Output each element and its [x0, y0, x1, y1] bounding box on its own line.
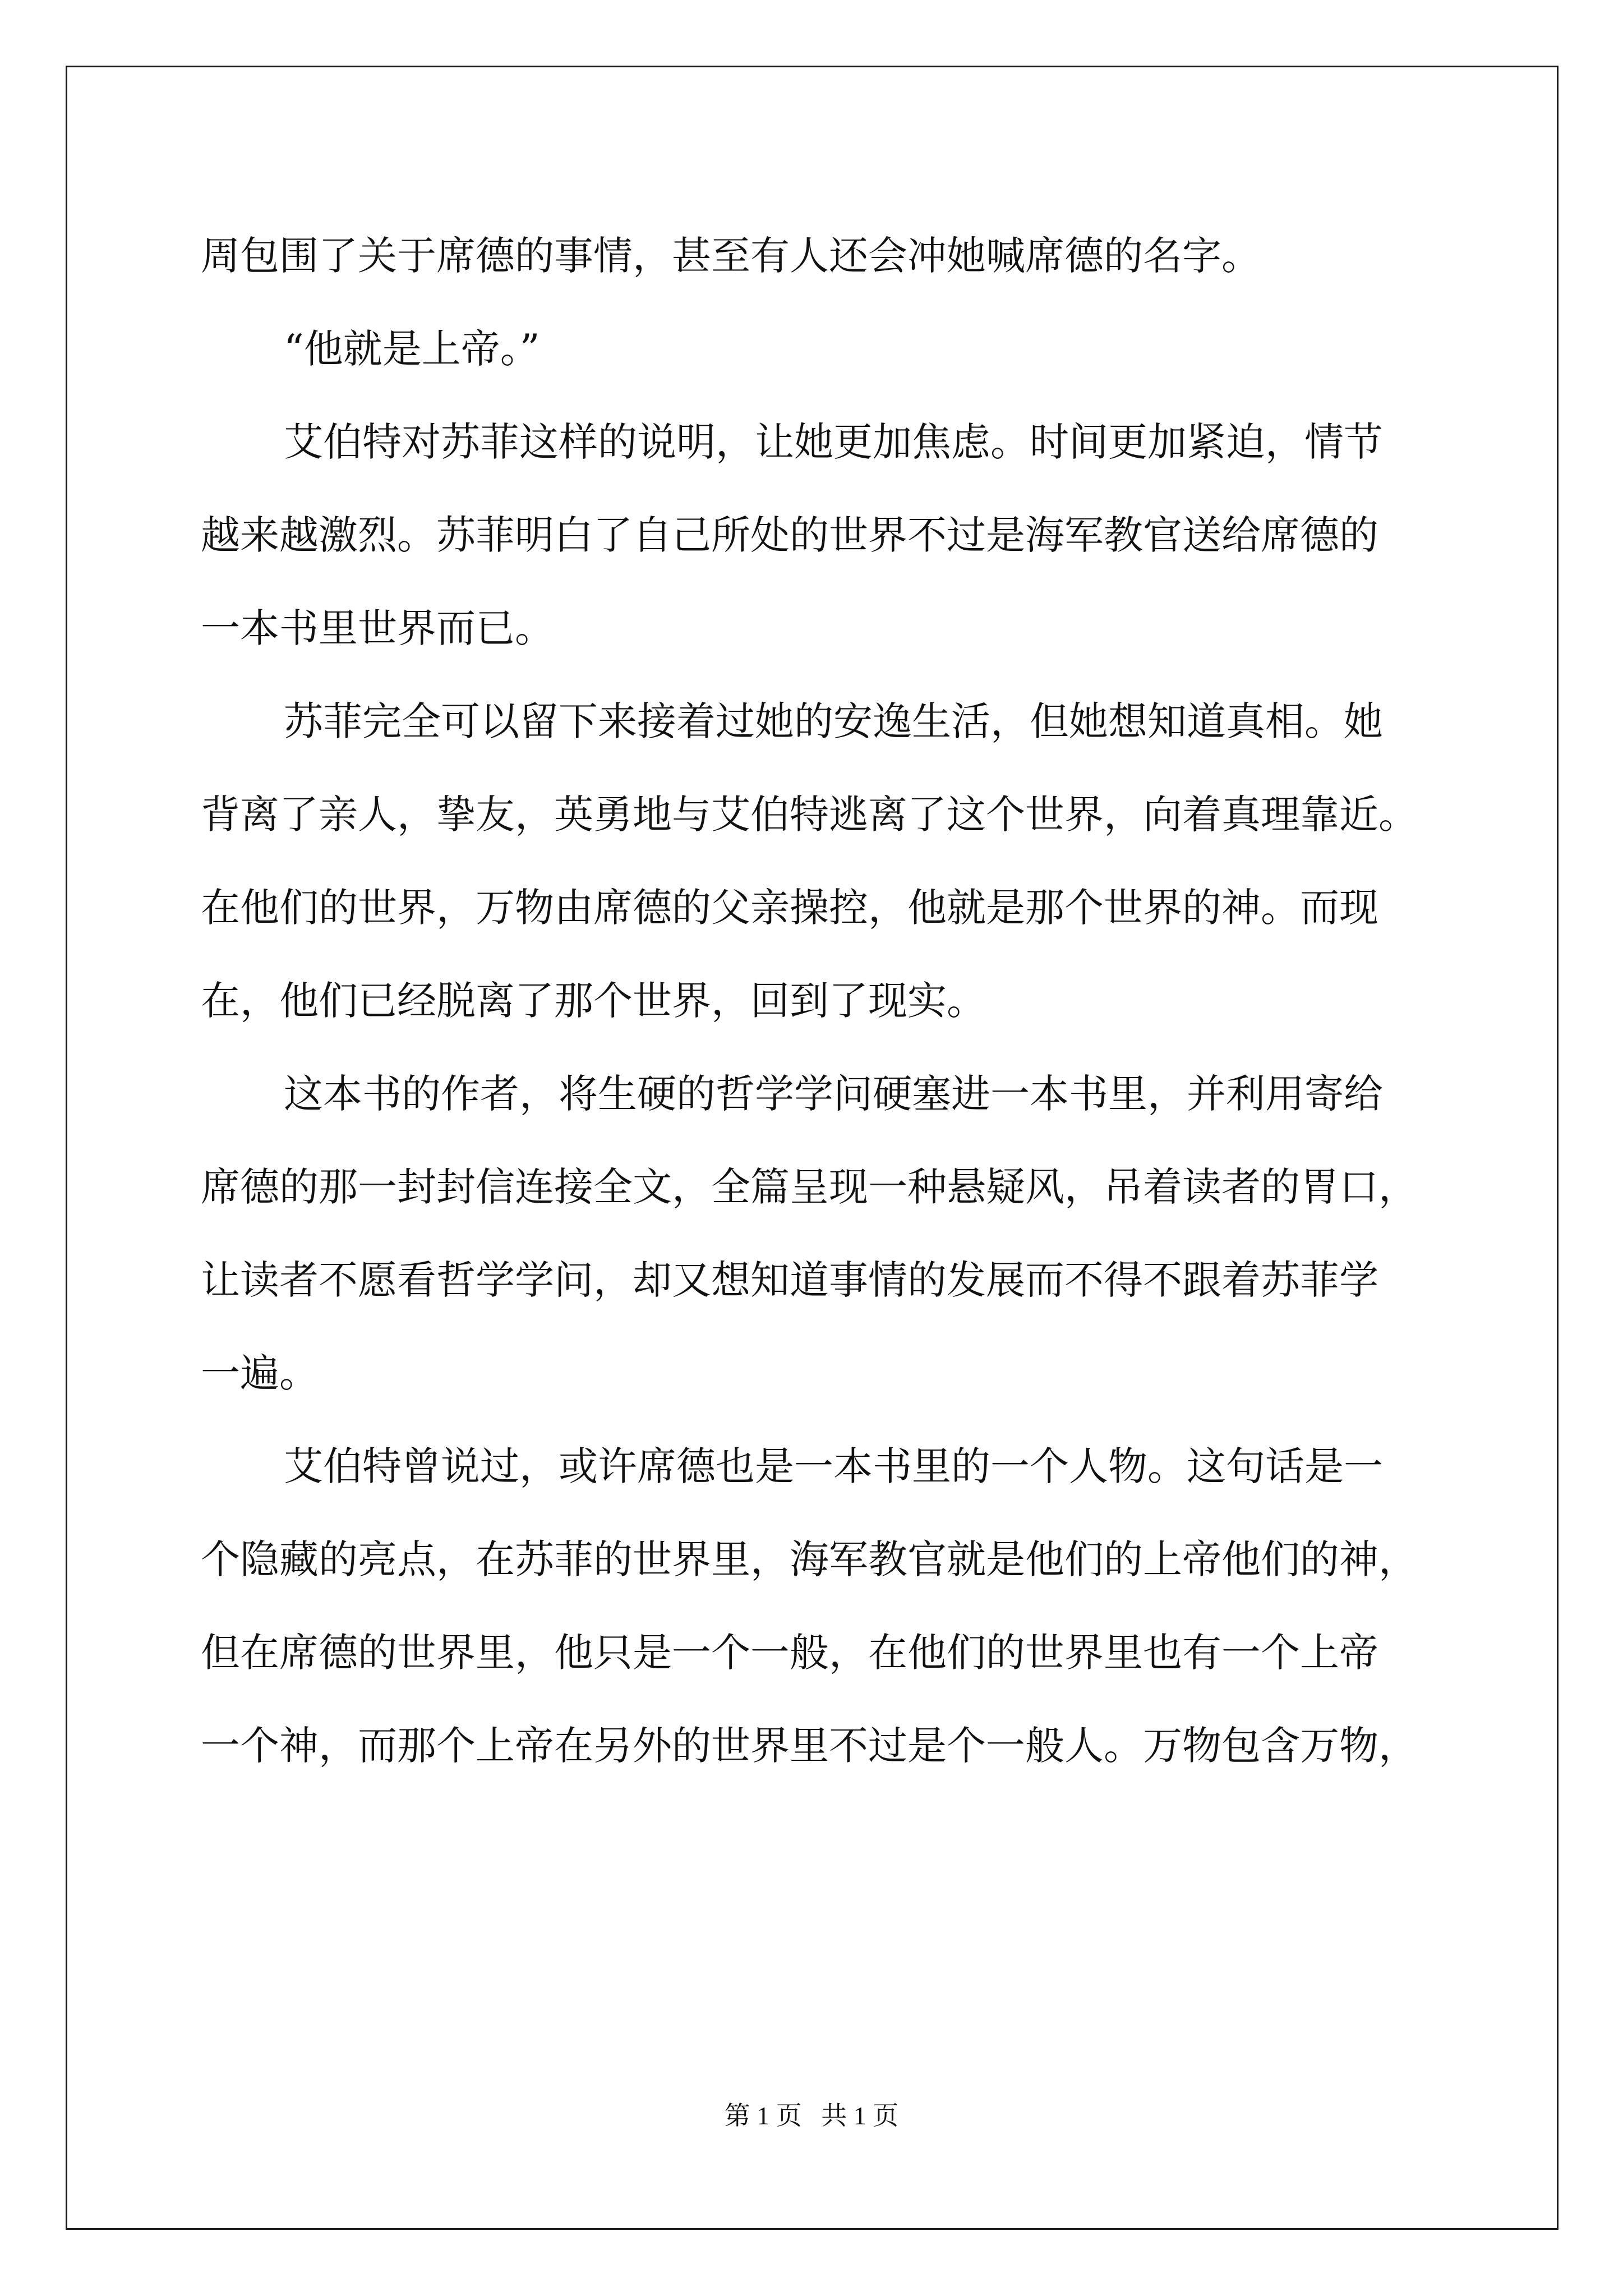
text-line: 苏菲完全可以留下来接着过她的安逸生活，但她想知道真相。她	[284, 698, 1383, 744]
text-line: 但在席德的世界里，他只是一个一般，在他们的世界里也有一个上帝	[201, 1630, 1378, 1676]
page-footer	[0, 2095, 1623, 2132]
text-line: 一遍。	[201, 1350, 319, 1396]
document-body	[201, 209, 1435, 1792]
page-number: 第 1 页	[724, 2101, 802, 2130]
text-line: 在他们的世界，万物由席德的父亲操控，他就是那个世界的神。而现	[201, 885, 1378, 931]
text-line: “他就是上帝。”	[284, 326, 540, 372]
text-line: 艾伯特曾说过，或许席德也是一本书里的一个人物。这句话是一	[284, 1443, 1383, 1489]
text-line: 一本书里世界而已。	[201, 605, 554, 651]
page-total: 共 1 页	[821, 2101, 899, 2130]
text-line: 越来越激烈。苏菲明白了自己所处的世界不过是海军教官送给席德的	[201, 512, 1378, 558]
text-line: 个隐藏的亮点，在苏菲的世界里，海军教官就是他们的上帝他们的神，	[201, 1536, 1418, 1582]
text-line: 让读者不愿看哲学学问，却又想知道事情的发展而不得不跟着苏菲学	[201, 1257, 1378, 1303]
text-line: 艾伯特对苏菲这样的说明，让她更加焦虑。时间更加紧迫，情节	[284, 419, 1383, 465]
text-line: 在，他们已经脱离了那个世界，回到了现实。	[201, 978, 986, 1024]
text-line: 周包围了关于席德的事情，甚至有人还会冲她喊席德的名字。	[201, 233, 1261, 279]
text-line: 席德的那一封封信连接全文，全篇呈现一种悬疑风，吊着读者的胃口，	[201, 1164, 1418, 1210]
text-line: 背离了亲人，挚友，英勇地与艾伯特逃离了这个世界，向着真理靠近。	[201, 792, 1418, 838]
text-line: 这本书的作者，将生硬的哲学学问硬塞进一本书里，并利用寄给	[284, 1071, 1383, 1117]
text-line: 一个神，而那个上帝在另外的世界里不过是个一般人。万物包含万物，	[201, 1723, 1418, 1769]
